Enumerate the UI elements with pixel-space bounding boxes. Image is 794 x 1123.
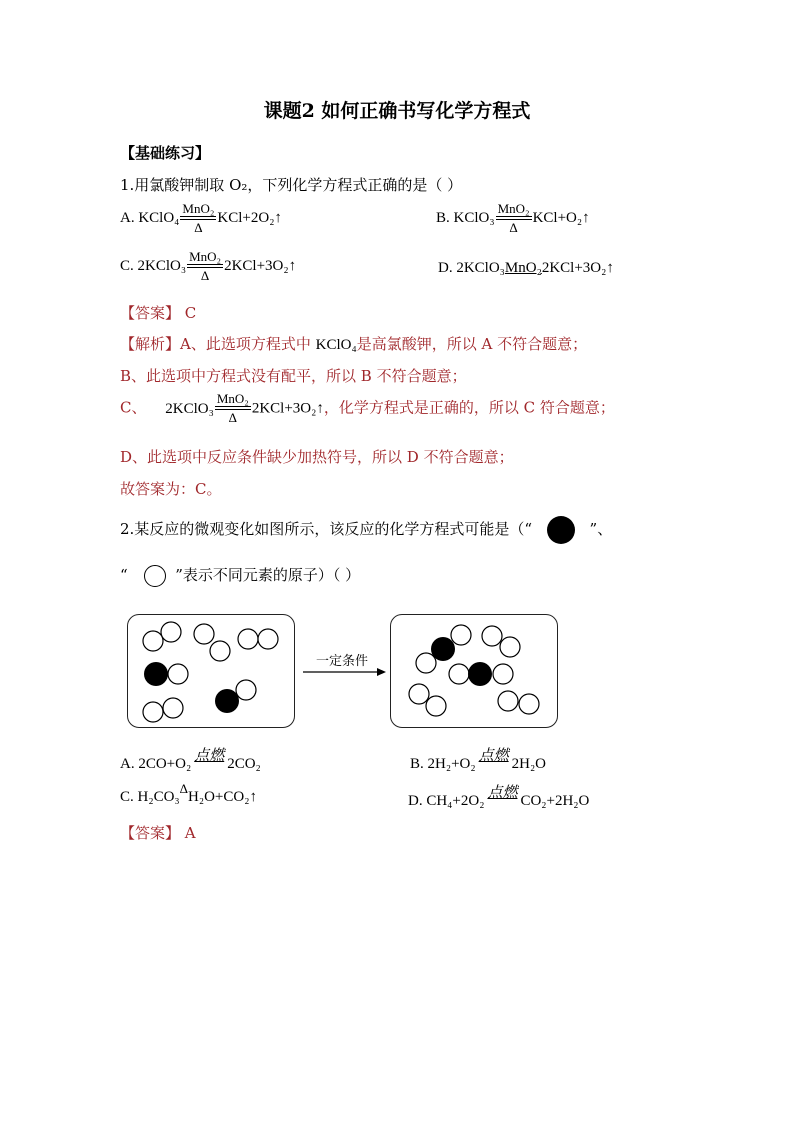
white-atom <box>498 691 518 711</box>
reactant: 2H₂+O₂ <box>427 756 476 772</box>
product: 2H₂O <box>511 756 547 772</box>
white-atom <box>482 626 502 646</box>
white-atom <box>238 629 258 649</box>
answer-tag: 【答案】 <box>120 304 181 322</box>
option-label: A. <box>120 756 135 772</box>
option-label: A. <box>120 209 135 226</box>
white-atom <box>210 641 230 661</box>
q2-option-b[interactable] <box>410 746 547 773</box>
white-atom <box>258 629 278 649</box>
product: CO₂+2H₂O <box>520 793 590 809</box>
product: 2KCl+3O₂↑ <box>224 257 297 274</box>
reaction-condition: Δ <box>179 781 189 796</box>
reaction-condition: MnO₂ <box>504 260 542 276</box>
white-atom <box>500 637 520 657</box>
reactant: CH₄+2O₂ <box>426 793 485 809</box>
formula: 2KClO₃ <box>165 400 214 417</box>
black-atom <box>144 662 168 686</box>
answer-2 <box>120 822 196 843</box>
white-atom <box>168 664 188 684</box>
white-atom <box>493 664 513 684</box>
white-atom <box>143 631 163 651</box>
analysis-tag: 【解析】 <box>120 335 181 353</box>
white-atom <box>451 625 471 645</box>
product: KCl+O₂↑ <box>532 209 590 226</box>
reactant: 2KClO₃ <box>137 257 187 274</box>
analysis-line-4: D、此选项中反应条件缺少加热符号，所以 D 不符合题意； <box>120 448 514 466</box>
option-label: B. <box>436 209 450 226</box>
answer-tag: 【答案】 <box>120 824 181 842</box>
page-title: 课题2 如何正确书写化学方程式 <box>263 100 531 122</box>
q2-stem-line-2: “ ”表示不同元素的原子）（ ） <box>120 564 360 587</box>
q2-option-d[interactable] <box>408 783 590 810</box>
product: H₂O+CO₂↑ <box>188 789 257 805</box>
answer-value: C <box>184 304 197 322</box>
option-label: C. <box>120 789 134 805</box>
white-atom <box>163 698 183 718</box>
q1-stem: 1.用氯酸钾制取 O₂，下列化学方程式正确的是（ ） <box>120 176 463 194</box>
black-atom <box>431 637 455 661</box>
reaction-condition: 点燃 <box>194 746 225 764</box>
analysis-line-5: 故答案为：C。 <box>120 480 222 498</box>
reaction-condition: MnO₂ Δ <box>182 201 215 235</box>
arrow-head-icon <box>377 668 386 676</box>
option-label: D. <box>438 260 453 276</box>
analysis-line-2: B、此选项中方程式没有配平，所以 B 不符合题意； <box>120 367 467 385</box>
white-atom <box>449 664 469 684</box>
section-heading: 【基础练习】 <box>120 144 211 162</box>
white-atom <box>194 624 214 644</box>
reactant: 2CO+O₂ <box>138 756 192 772</box>
reactant: H₂CO₃ <box>137 789 180 805</box>
analysis-line-1: 【解析】A、此选项方程式中 KClO₄是高氯酸钾，所以 A 不符合题意； <box>120 335 588 353</box>
white-atom <box>236 680 256 700</box>
option-label: C. <box>120 257 134 274</box>
reaction-condition: MnO₂ Δ <box>497 201 530 235</box>
q2-option-c[interactable] <box>120 781 257 806</box>
analysis-line-3: C、 2KClO₃ MnO₂ Δ 2KCl+3O₂↑，化学方程式是正确的，所以 C 符合题意； <box>120 391 615 425</box>
option-label: B. <box>410 756 424 772</box>
reactant: 2KClO₃ <box>456 260 505 276</box>
white-atom <box>416 653 436 673</box>
arrow-label: 一定条件 <box>316 654 369 669</box>
white-atom <box>161 622 181 642</box>
reactant: KClO₃ <box>453 209 495 226</box>
black-atom <box>215 689 239 713</box>
product: 2KCl+3O₂↑ <box>541 260 614 276</box>
reactant: KClO₄ <box>138 209 180 226</box>
white-atom <box>519 694 539 714</box>
formula: 2KCl+3O₂↑ <box>251 400 324 417</box>
reaction-condition: 点燃 <box>478 746 509 764</box>
formula: KClO₄ <box>315 337 357 353</box>
white-atom <box>409 684 429 704</box>
answer-value: A <box>184 824 196 842</box>
black-atom <box>468 662 492 686</box>
q2-stem-line-1: 2.某反应的微观变化如图所示，该反应的化学方程式可能是（“ ”、 <box>120 516 612 544</box>
reaction-condition: MnO₂ Δ <box>216 391 249 425</box>
reaction-condition: MnO₂ Δ <box>189 249 222 283</box>
reaction-condition: 点燃 <box>487 783 518 801</box>
white-atom <box>426 696 446 716</box>
white-atom <box>143 702 163 722</box>
q2-option-a[interactable] <box>120 746 261 773</box>
product: 2CO₂ <box>227 756 261 772</box>
option-label: D. <box>408 793 423 809</box>
product: KCl+2O₂↑ <box>217 209 282 226</box>
